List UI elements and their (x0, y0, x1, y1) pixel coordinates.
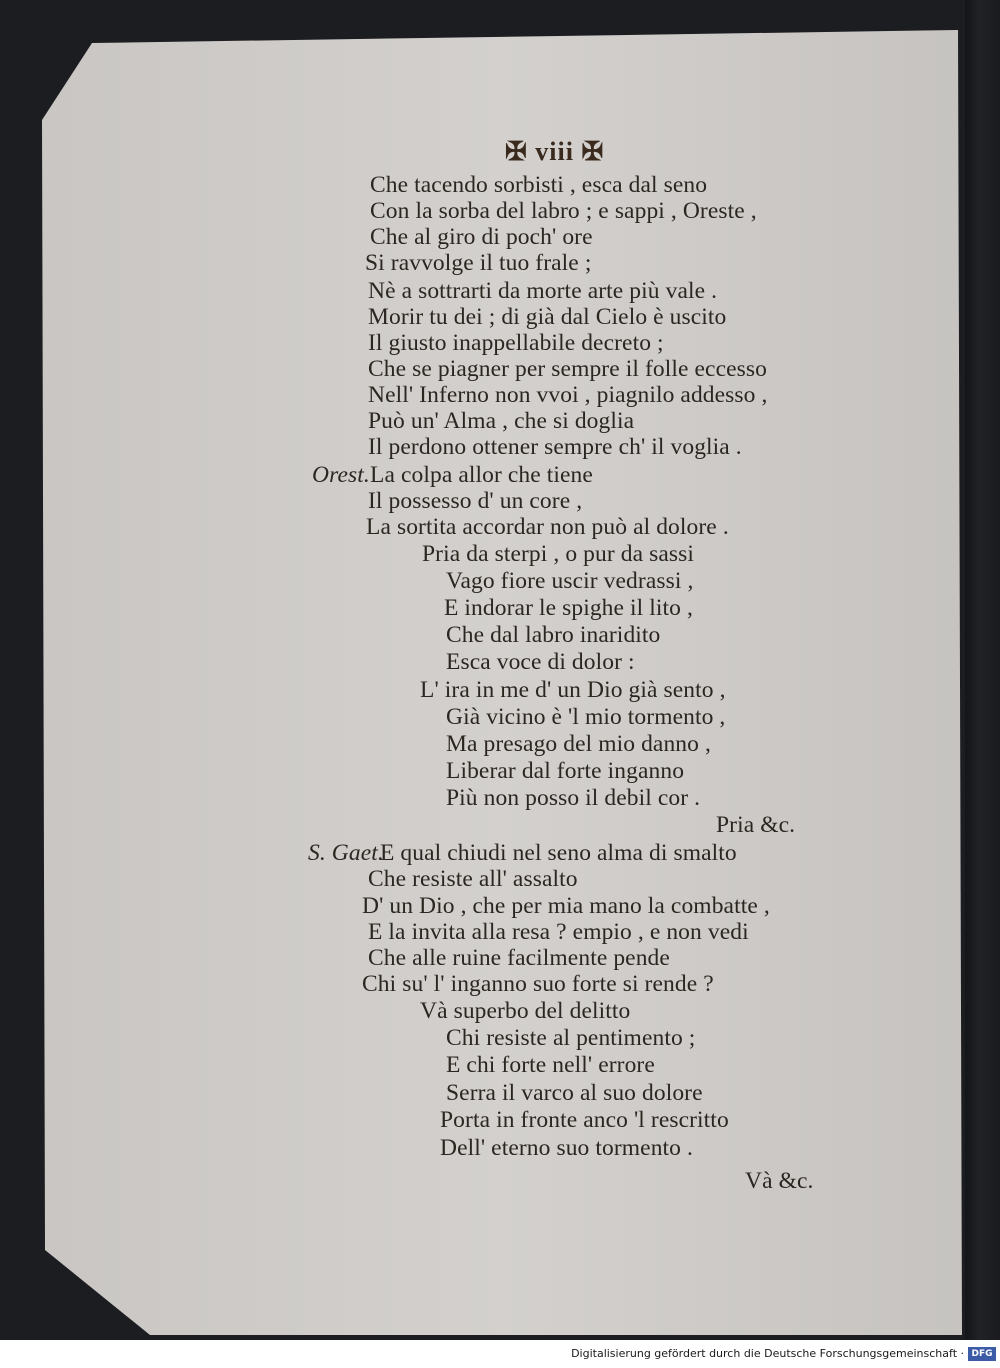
verse-line: Porta in fronte anco 'l rescritto (440, 1107, 729, 1133)
verse-line: Che dal labro inaridito (446, 622, 661, 648)
verse-line: Chi resiste al pentimento ; (446, 1025, 696, 1051)
verse-line: Chi su' l' inganno suo forte si rende ? (362, 971, 714, 997)
verse-line: Che alle ruine facilmente pende (368, 945, 670, 971)
funding-credit: Digitalisierung gefördert durch die Deutsche Forschungsgemeinschaft · (571, 1347, 964, 1360)
verse-line: Che se piagner per sempre il folle eccesso (368, 356, 767, 382)
verse-line: Nell' Inferno non vvoi , piagnilo addesso , (368, 382, 768, 408)
verse-line: Vago fiore uscir vedrassi , (446, 568, 694, 594)
verse-line: Già vicino è 'l mio tormento , (446, 704, 726, 730)
verse-line: L' ira in me d' un Dio già sento , (420, 677, 726, 703)
verse-line: Che resiste all' assalto (368, 866, 578, 892)
verse-line: Dell' eterno suo tormento . (440, 1135, 693, 1161)
verse-line: Può un' Alma , che si doglia (368, 408, 635, 434)
verse-line: La sortita accordar non può al dolore . (366, 514, 729, 540)
verse-line: Che tacendo sorbisti , esca dal seno (370, 172, 708, 198)
verse-line: Ma presago del mio danno , (446, 731, 711, 757)
speaker-label: Orest. (312, 462, 370, 488)
verse-line: Il possesso d' un core , (368, 488, 583, 514)
verse-line: E indorar le spighe il lito , (444, 595, 693, 621)
verse-line: Nè a sottrarti da morte arte più vale . (368, 278, 718, 304)
speaker-label: S. Gaet. (308, 840, 384, 866)
verse-line: Serra il varco al suo dolore (446, 1080, 703, 1106)
book-spine (965, 0, 1000, 1340)
running-head: ✠ viii ✠ (505, 137, 605, 166)
verse-line: D' un Dio , che per mia mano la combatte , (362, 893, 770, 919)
verse-line: Con la sorba del labro ; e sappi , Oreste , (370, 198, 757, 224)
verse-line: Si ravvolge il tuo frale ; (365, 250, 592, 276)
verse-line: Pria da sterpi , o pur da sassi (422, 541, 694, 567)
verse-line: Pria &c. (716, 812, 796, 838)
verse-line: Più non posso il debil cor . (446, 785, 701, 811)
verse-line: Morir tu dei ; di già dal Cielo è uscito (368, 304, 727, 330)
verse-line: Esca voce di dolor : (446, 649, 635, 675)
verse-line: Il giusto inappellabile decreto ; (368, 330, 664, 356)
footer-bar (0, 1340, 1000, 1368)
verse-line: E chi forte nell' errore (446, 1052, 655, 1078)
dfg-logo: DFG (968, 1347, 996, 1361)
verse-line: Il perdono ottener sempre ch' il voglia . (368, 434, 742, 460)
verse-line: Và superbo del delitto (420, 998, 631, 1024)
verse-line: E la invita alla resa ? empio , e non vedi (368, 919, 749, 945)
verse-line: Orest.La colpa allor che tiene (312, 462, 593, 488)
verse-line: Và &c. (745, 1168, 814, 1194)
verse-line: Che al giro di poch' ore (370, 224, 593, 250)
verse-line: S. Gaet.E qual chiudi nel seno alma di smalto (308, 840, 737, 866)
verse-line: Liberar dal forte inganno (446, 758, 685, 784)
